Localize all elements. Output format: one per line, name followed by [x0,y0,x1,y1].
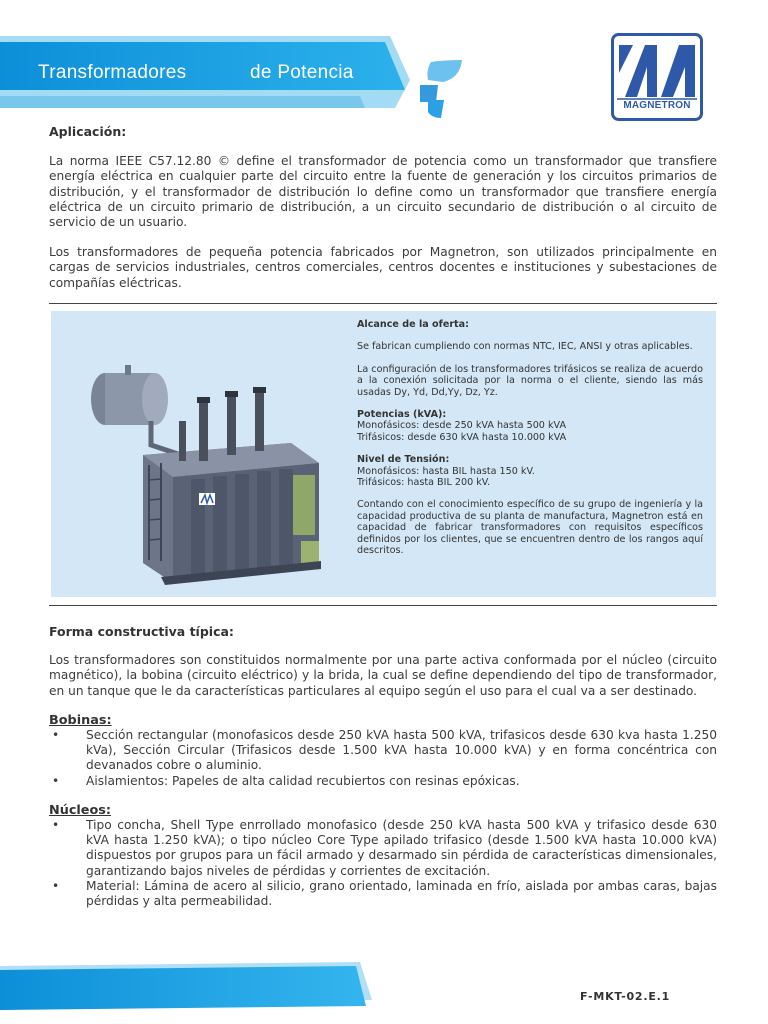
divider-top [49,303,717,304]
alcance-text [357,319,703,557]
leaf-shapes-icon [420,60,462,118]
alcance-heading: Alcance de la oferta: [357,319,469,330]
bullet-dot: • [52,773,60,788]
divider-bottom [49,605,717,606]
aplicacion-paragraph-1: La norma IEEE C57.12.80 © define el transformador de potencia como un transformador que transfiere energía eléctrica en cualquier parte del circuito entre la fuente de generación y los circuitos primarios de distribución, y el transformador de distribución lo define como un transformador que transfiere energía eléctrica de un circuito primario de distribución, a un circuito secundario de distribución o al circuito de servicio de un usuario. [49,154,717,230]
alcance-configuracion: La configuración de los transformadores trifásicos se realiza de acuerdo a la conexión solicitada por la norma o el cliente, siendo las más usadas Dy, Yd, Dd,Yy, Dz, Yz. [357,363,703,398]
bullet-dot: • [52,728,60,743]
alcance-panel [51,311,716,597]
nucleos-item-text: Material: Lámina de acero al silicio, grano orientado, laminada en frío, aislada por ambas caras, bajas pérdidas y alta permeabilidad. [86,878,717,909]
aplicacion-section [49,124,717,291]
nucleos-item-text: Tipo concha, Shell Type enrrollado monofasico (desde 250 kVA hasta 500 kVA y trifasico desde 630 kVA hasta 1.250 kVA); o tipo núcleo Core Type apilado trifasico (desde 1.500 kVA hasta 10.000 kVA) dispuestos por grupos para un fácil armado y desarmado sin pérdida de características dimensionales, garantizando bajos niveles de pérdidas y corrientes de excitación. [86,818,717,878]
tension-tri: Trifásicos: hasta BIL 200 kV. [357,477,491,489]
magnetron-logo [611,33,703,121]
forma-section [49,624,717,909]
bobinas-item-text: Aislamientos: Papeles de alta calidad recubiertos con resinas epóxicas. [86,773,520,788]
aplicacion-paragraph-2: Los transformadores de pequeña potencia fabricados por Magnetron, son utilizados principalmente en cargas de servicios industriales, centros comerciales, centros docentes e instituciones y subestaciones de compañías eléctricas. [49,245,717,290]
potencias-heading: Potencias (kVA): [357,409,447,421]
nucleos-item [49,879,717,909]
bobinas-item-text: Sección rectangular (monofasicos desde 250 kVA hasta 500 kVA, trifasicos desde 630 kva hasta 1.250 kVa), Sección Circular (Trifasicos desde 1.500 kVA hasta 10.000 kVA) y en forma concéntrica con devanados cobre o aluminio. [86,728,717,773]
forma-paragraph: Los transformadores son constituidos normalmente por una parte activa conformada por el núcleo (circuito magnético), la bobina (circuito eléctrico) y la brida, la cual se define dependiendo del tipo de transformador, en un tanque que le da características particulares al equipo según el uso para el cual va a ser destinado. [49,653,717,698]
brand-name: MAGNETRON [623,100,691,111]
tension-mono: Monofásicos: hasta BIL hasta 150 kV. [357,465,535,477]
tension-heading: Nivel de Tensión: [357,454,450,466]
transformer-image [81,355,351,585]
title-part-1: Transformadores [38,62,187,83]
bobinas-heading: Bobinas: [49,712,112,728]
document-title [38,62,354,84]
potencias-mono: Monofásicos: desde 250 kVA hasta 500 kVA [357,420,567,432]
title-part-2: de Potencia [250,62,354,83]
bobinas-item [49,774,717,789]
alcance-normas: Se fabrican cumpliendo con normas NTC, IEC, ANSI y otras aplicables. [357,341,693,353]
potencias-tri: Trifásicos: desde 630 kVA hasta 10.000 kVA [357,431,567,443]
bullet-dot: • [52,818,60,833]
alcance-capacidad: Contando con el conocimiento específico de su grupo de ingeniería y la capacidad productiva de su planta de manufactura, Magnetron está en capacidad de fabricar transformadores con requisitos específicos definidos por los clientes, que se encuentren dentro de los rangos aquí descritos. [357,499,703,557]
bobinas-item [49,728,717,774]
nucleos-item [49,818,717,879]
form-code: F-MKT-02.E.1 [580,990,671,1003]
aplicacion-heading: Aplicación: [49,124,127,139]
forma-heading: Forma constructiva típica: [49,624,234,639]
bullet-dot: • [52,878,60,893]
nucleos-heading: Núcleos: [49,802,111,818]
